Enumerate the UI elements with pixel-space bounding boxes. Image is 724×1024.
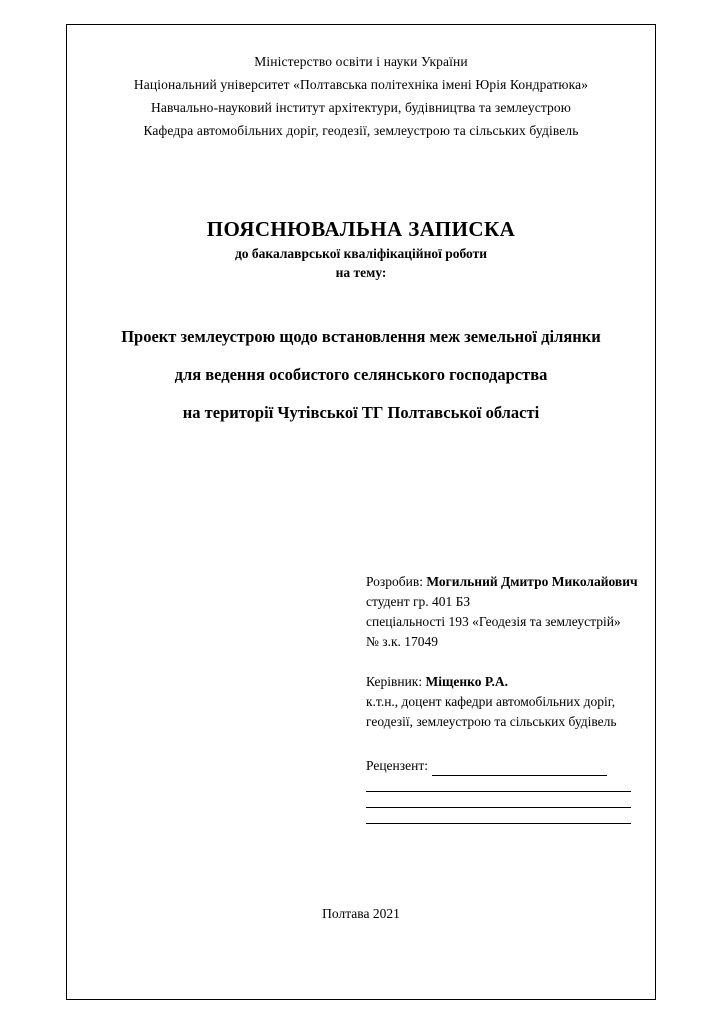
reviewer-block	[366, 756, 656, 824]
reviewer-signature-line-1	[432, 762, 607, 776]
reviewer-signature-line-3	[366, 807, 631, 808]
title-block	[66, 216, 656, 282]
author-speciality: спеціальності 193 «Геодезія та землеустрій»	[366, 614, 621, 629]
institution-header	[66, 24, 656, 142]
theme-line-1: Проект землеустрою щодо встановлення меж земельної ділянки	[121, 327, 601, 346]
reviewer-signature-line-2	[366, 791, 631, 792]
author-name-row	[366, 572, 656, 592]
supervisor-role-label: Керівник:	[366, 674, 423, 689]
supervisor-name-row	[366, 672, 656, 692]
author-name: Могильний Дмитро Миколайович	[426, 574, 638, 589]
supervisor-name: Міщенко Р.А.	[425, 674, 508, 689]
place-year-footer: Полтава 2021	[322, 906, 400, 921]
thesis-theme	[66, 318, 656, 432]
signature-block	[366, 572, 656, 824]
document-subtitle-topic: на тему:	[335, 265, 387, 280]
theme-line-2: для ведення особистого селянського господарства	[174, 365, 548, 384]
author-record-book: № з.к. 17049	[366, 634, 439, 649]
document-subtitle: до бакалаврської кваліфікаційної роботи	[234, 246, 488, 261]
header-line-ministry: Міністерство освіти і науки України	[254, 54, 468, 69]
header-line-department: Кафедра автомобільних доріг, геодезії, землеустрою та сільських будівель	[143, 123, 579, 138]
author-role-label: Розробив:	[366, 574, 423, 589]
author-block	[366, 572, 656, 652]
page-content	[66, 24, 656, 1000]
supervisor-block	[366, 672, 656, 732]
header-line-university: Національний університет «Полтавська політехніка імені Юрія Кондратюка»	[133, 77, 589, 92]
document-title: ПОЯСНЮВАЛЬНА ЗАПИСКА	[206, 217, 516, 241]
reviewer-row	[366, 756, 656, 776]
supervisor-position-line-1: к.т.н., доцент кафедри автомобільних доріг,	[366, 694, 616, 709]
author-group: студент гр. 401 БЗ	[366, 594, 471, 609]
supervisor-position-line-2: геодезії, землеустрою та сільських будівель	[366, 714, 617, 729]
theme-line-3: на території Чутівської ТГ Полтавської області	[182, 403, 540, 422]
reviewer-signature-line-4	[366, 823, 631, 824]
reviewer-label: Рецензент:	[366, 758, 428, 773]
header-line-institute: Навчально-науковий інститут архітектури, будівництва та землеустрою	[150, 100, 572, 115]
